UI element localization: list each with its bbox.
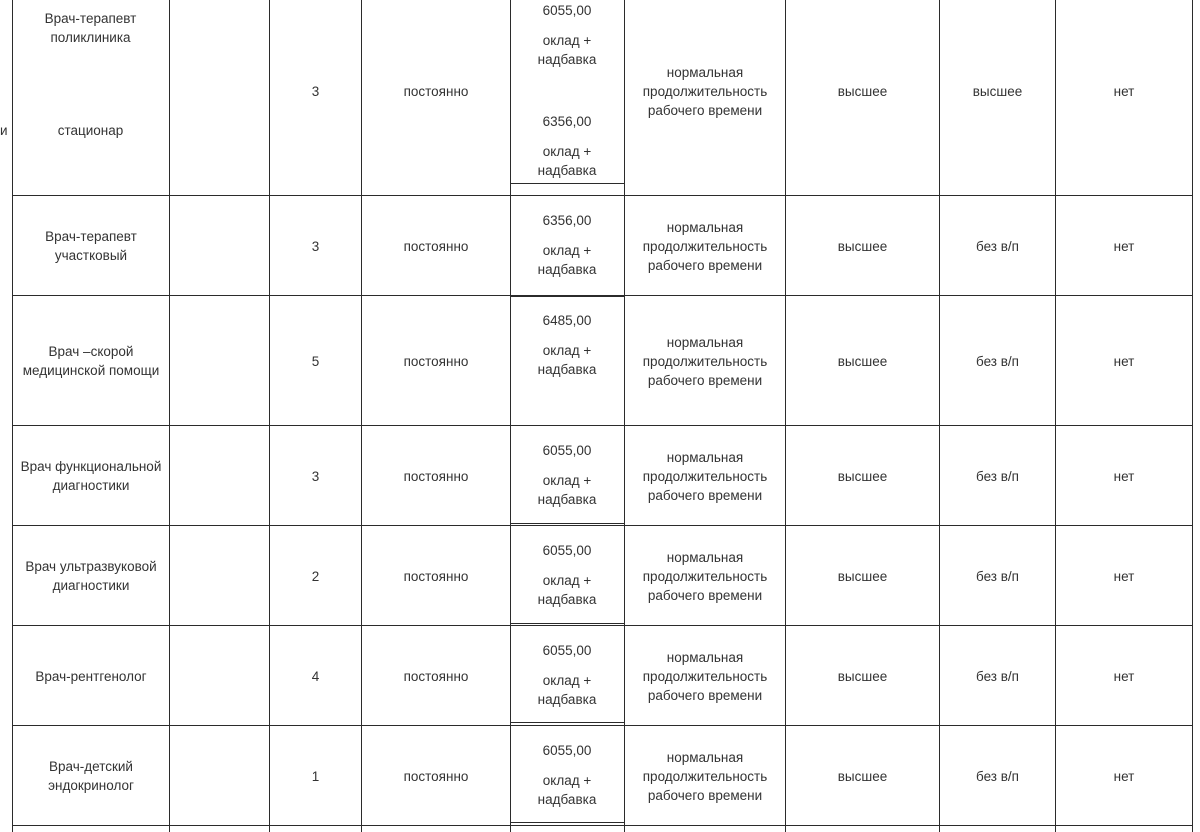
category-cell: без в/п <box>976 668 1019 684</box>
empty-cell <box>170 726 269 826</box>
category-cell: без в/п <box>976 238 1019 254</box>
position-cell: Врач-рентгенолог <box>35 668 147 684</box>
education-cell: высшее <box>837 468 888 484</box>
employment-cell: постоянно <box>403 238 469 254</box>
position-cell: Врач-детский эндокринолог <box>48 759 134 793</box>
category-cell: без в/п <box>976 468 1019 484</box>
position-cell: Врач функциональной диагностики <box>20 459 162 493</box>
salary-note: оклад + надбавка <box>537 473 597 507</box>
education-cell: высшее <box>837 568 888 584</box>
employment-cell: постоянно <box>403 768 469 784</box>
row-divider <box>12 195 1193 196</box>
category-cell: высшее <box>972 83 1023 99</box>
position-sub: стационар <box>57 123 124 138</box>
salary-divider <box>510 523 624 524</box>
salary-note: оклад + надбавка <box>537 673 597 707</box>
salary-amount: 6356,00 <box>542 114 592 129</box>
education-cell: высшее <box>837 353 888 369</box>
salary-amount: 6055,00 <box>542 643 592 658</box>
work-hours-cell: нормальная продолжительность рабочего времени <box>642 219 768 273</box>
salary-amount: 6055,00 <box>542 543 592 558</box>
category-cell: без в/п <box>976 768 1019 784</box>
salary-divider <box>510 623 624 624</box>
column-divider <box>624 0 625 832</box>
salary-amount: 6356,00 <box>542 213 592 228</box>
work-hours-cell: нормальная продолжительность рабочего времени <box>642 449 768 503</box>
column-divider <box>510 0 511 832</box>
housing-cell: нет <box>1113 768 1135 784</box>
salary-cell-secondary <box>512 112 622 180</box>
housing-cell: нет <box>1113 468 1135 484</box>
stray-character: и <box>0 123 8 138</box>
column-divider <box>1055 0 1056 832</box>
salary-note: оклад + надбавка <box>537 243 597 277</box>
salary-amount: 6055,00 <box>542 443 592 458</box>
housing-cell: нет <box>1113 668 1135 684</box>
salary-amount: 6055,00 <box>542 3 592 18</box>
work-hours-cell: нормальная продолжительность рабочего времени <box>642 749 768 803</box>
count-cell: 1 <box>311 768 320 784</box>
row-divider <box>12 825 1193 826</box>
position-title: Врач-терапевт поликлиника <box>44 11 137 45</box>
work-hours-cell: нормальная продолжительность рабочего времени <box>642 64 768 118</box>
education-cell: высшее <box>837 768 888 784</box>
salary-amount: 6485,00 <box>542 313 592 328</box>
education-cell: высшее <box>837 83 888 99</box>
work-hours-cell: нормальная продолжительность рабочего времени <box>642 334 768 388</box>
salary-divider <box>510 296 624 297</box>
employment-cell: постоянно <box>403 468 469 484</box>
education-cell: высшее <box>837 238 888 254</box>
empty-cell <box>170 626 269 726</box>
row-divider <box>12 625 1193 626</box>
row-divider <box>12 525 1193 526</box>
salary-cell <box>512 541 622 609</box>
salary-cell <box>512 741 622 809</box>
work-hours-cell: нормальная продолжительность рабочего времени <box>642 549 768 603</box>
salary-divider <box>510 722 624 723</box>
employment-cell: постоянно <box>403 83 469 99</box>
housing-cell: нет <box>1113 568 1135 584</box>
column-divider <box>361 0 362 832</box>
salary-note: оклад + надбавка <box>537 573 597 607</box>
salary-divider <box>510 425 624 426</box>
count-cell: 3 <box>311 83 320 99</box>
salary-cell-primary <box>512 1 622 69</box>
work-hours-cell: нормальная продолжительность рабочего времени <box>642 649 768 703</box>
salary-note: оклад + надбавка <box>537 33 597 67</box>
position-cell: Врач –скорой медицинской помощи <box>22 344 160 378</box>
column-divider <box>1192 0 1193 832</box>
housing-cell: нет <box>1113 238 1135 254</box>
education-cell: высшее <box>837 668 888 684</box>
count-cell: 2 <box>311 568 320 584</box>
empty-cell <box>170 196 269 296</box>
position-cell: Врач ультразвуковой диагностики <box>25 559 157 593</box>
salary-note: оклад + надбавка <box>537 144 597 178</box>
count-cell: 3 <box>311 468 320 484</box>
salary-amount: 6055,00 <box>542 743 592 758</box>
column-divider <box>785 0 786 832</box>
column-divider <box>269 0 270 832</box>
salary-note: оклад + надбавка <box>537 343 597 377</box>
employment-cell: постоянно <box>403 668 469 684</box>
count-cell: 3 <box>311 238 320 254</box>
salary-divider <box>510 183 624 184</box>
position-cell: Врач-терапевт участковый <box>45 229 137 263</box>
salary-divider <box>510 822 624 823</box>
count-cell: 5 <box>311 353 320 369</box>
category-cell: без в/п <box>976 353 1019 369</box>
salary-cell <box>512 441 622 509</box>
empty-cell <box>170 526 269 626</box>
housing-cell: нет <box>1113 353 1135 369</box>
count-cell: 4 <box>311 668 320 684</box>
column-divider <box>939 0 940 832</box>
column-divider <box>12 0 13 832</box>
employment-cell: постоянно <box>403 568 469 584</box>
housing-cell: нет <box>1113 83 1135 99</box>
column-divider <box>169 0 170 832</box>
empty-cell <box>170 426 269 526</box>
empty-cell <box>170 296 269 426</box>
employment-cell: постоянно <box>403 353 469 369</box>
row-divider <box>12 725 1193 726</box>
salary-cell <box>512 311 622 379</box>
salary-cell <box>512 211 622 279</box>
salary-cell <box>512 641 622 709</box>
salary-note: оклад + надбавка <box>537 773 597 807</box>
category-cell: без в/п <box>976 568 1019 584</box>
